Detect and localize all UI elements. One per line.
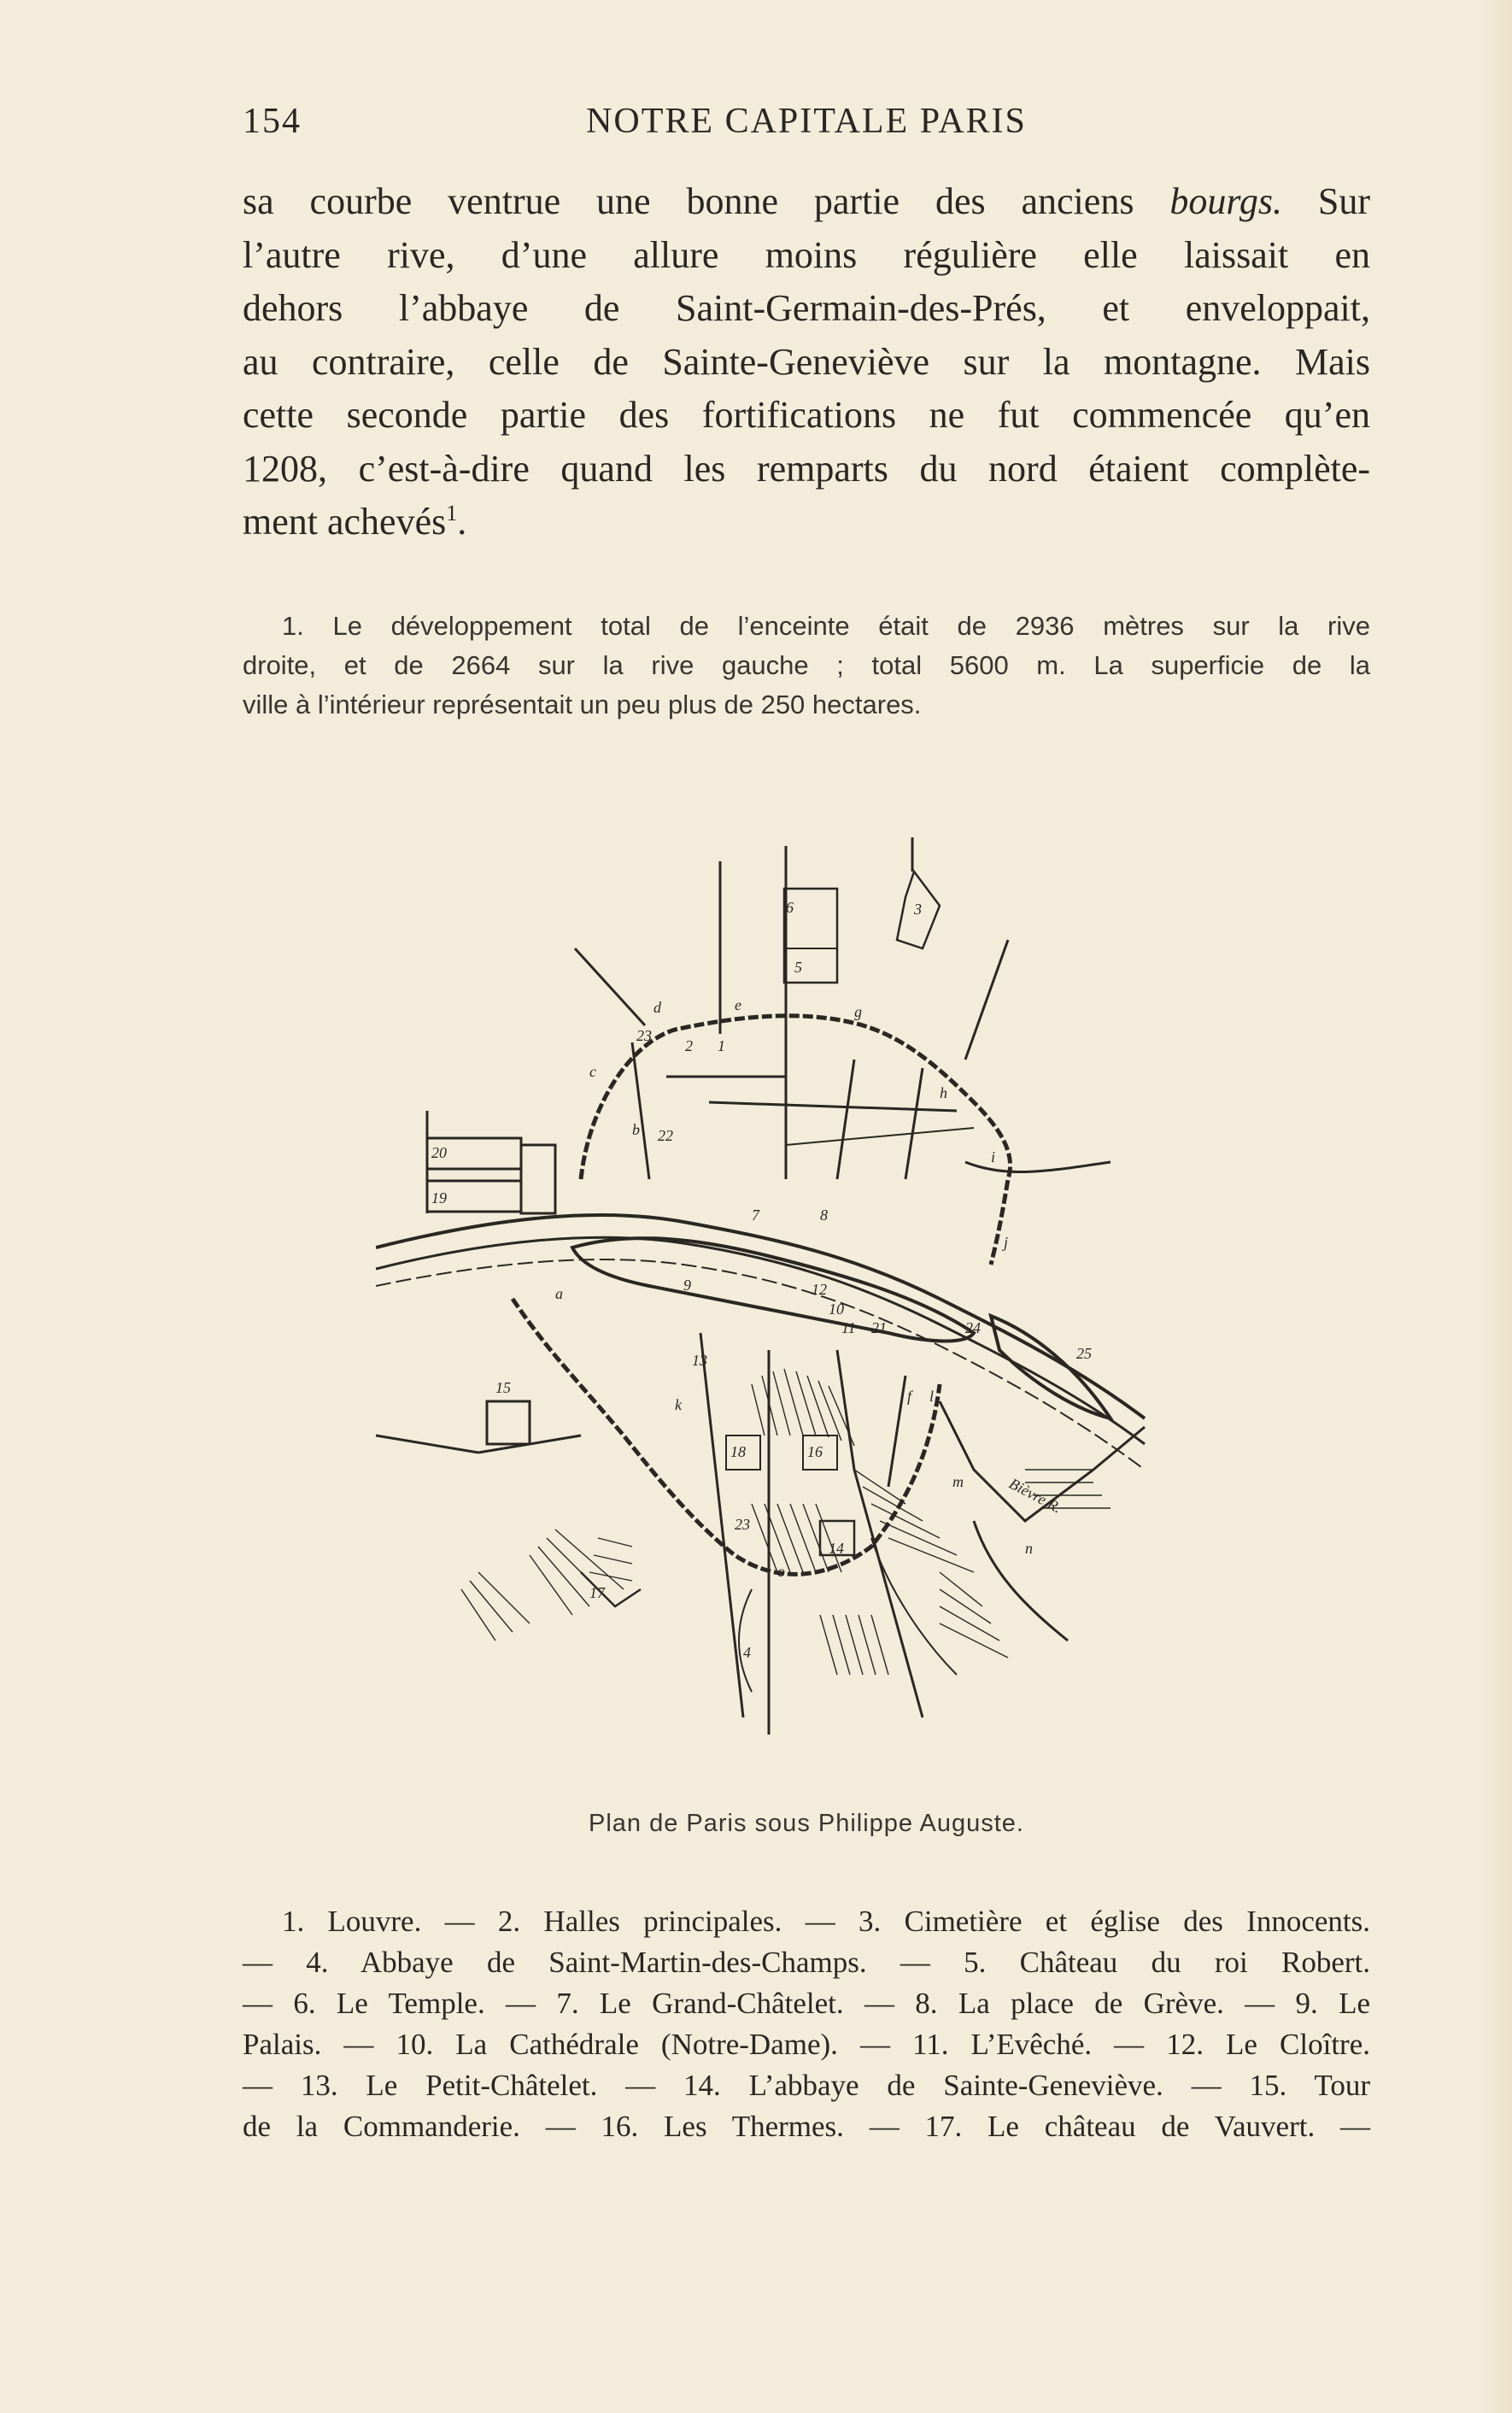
map-label: k xyxy=(675,1396,682,1413)
map-label: n xyxy=(1025,1540,1033,1557)
map-label: b xyxy=(632,1121,640,1138)
map-label: 17 xyxy=(589,1584,605,1601)
body-line: l’autre rive, d’une allure moins régulière elle laissait en xyxy=(243,233,1370,276)
body-line: au contraire, celle de Sainte-Geneviève sur la montagne. Mais xyxy=(243,340,1370,383)
map-label: l xyxy=(929,1388,935,1405)
page-number: 154 xyxy=(243,102,302,141)
map-label: 21 xyxy=(871,1319,887,1336)
body-line: dehors l’abbaye de Saint-Germain-des-Prés, et enveloppait, xyxy=(243,287,1370,329)
saint-germain-abbey xyxy=(487,1401,530,1444)
map-label: c xyxy=(589,1063,596,1080)
map-label: h xyxy=(940,1084,947,1101)
map-label: i xyxy=(991,1148,996,1165)
map-label: 18 xyxy=(730,1443,746,1460)
italic-word: bourgs. xyxy=(1169,180,1282,222)
body-line: cette seconde partie des fortifications ne fut commencée qu’en xyxy=(243,394,1370,436)
legend-line: — 4. Abbaye de Saint-Martin-des-Champs. — 5. Château du roi Robert. xyxy=(243,1946,1370,1979)
footnote-line: droite, et de 2664 sur la rive gauche ; total 5600 m. La superficie de la xyxy=(243,650,1370,680)
map-figure xyxy=(376,820,1196,1777)
map-label: 6 xyxy=(786,899,794,916)
map-label: 9 xyxy=(683,1277,691,1294)
map-label: 25 xyxy=(1076,1345,1092,1362)
map-label: 24 xyxy=(965,1319,981,1336)
map-label: g xyxy=(854,1003,862,1020)
legend-line: — 13. Le Petit-Châtelet. — 14. L’abbaye de Sainte-Geneviève. — 15. Tour xyxy=(243,2069,1370,2102)
map-label: 14 xyxy=(829,1540,844,1557)
map-label: m xyxy=(952,1473,964,1490)
map-label: 15 xyxy=(495,1379,511,1396)
map-label: o xyxy=(777,1563,785,1580)
map-label: 13 xyxy=(692,1352,707,1369)
running-title: NOTRE CAPITALE PARIS xyxy=(586,102,1027,141)
map-label: 4 xyxy=(743,1644,751,1661)
legend-line: Palais. — 10. La Cathédrale (Notre-Dame). — 11. L’Evêché. — 12. Le Cloître. xyxy=(243,2028,1370,2061)
map-label: 16 xyxy=(807,1443,823,1460)
map-label: 1 xyxy=(718,1037,725,1054)
map-label: 8 xyxy=(820,1206,828,1224)
paris-plan-map xyxy=(376,820,1196,1777)
map-label: f xyxy=(907,1388,912,1405)
map-label: 2 xyxy=(685,1037,693,1054)
map-label: a xyxy=(555,1285,563,1302)
figure-legend xyxy=(243,1901,1370,2147)
body-paragraph xyxy=(243,175,1370,549)
road-line xyxy=(965,940,1008,1060)
river-label-bievre: Bièvre R. xyxy=(1006,1474,1065,1517)
body-line: sa courbe ventrue une bonne partie des anciens bourgs. Sur xyxy=(243,180,1370,222)
footnote-line: ville à l’intérieur représentait un peu plus de 250 hectares. xyxy=(243,690,922,719)
map-label: 7 xyxy=(752,1206,759,1224)
map-label: 10 xyxy=(829,1300,844,1318)
legend-line: de la Commanderie. — 16. Les Thermes. — 17. Le château de Vauvert. — xyxy=(243,2110,1370,2143)
road-line xyxy=(575,948,645,1025)
map-label: e xyxy=(735,996,741,1013)
map-label: 12 xyxy=(812,1281,827,1298)
map-label: 5 xyxy=(794,959,802,976)
map-label: 23 xyxy=(636,1027,652,1044)
map-label: 23 xyxy=(735,1516,750,1533)
map-label: 19 xyxy=(431,1189,447,1206)
footnote-line: 1. Le développement total de l’enceinte était de 2936 mètres sur la rive xyxy=(282,611,1370,641)
legend-line: — 6. Le Temple. — 7. Le Grand-Châtelet. — 8. La place de Grève. — 9. Le xyxy=(243,1987,1370,2020)
ile-de-la-cite xyxy=(572,1238,974,1341)
footnote-ref: 1 xyxy=(446,501,458,525)
map-label: 11 xyxy=(841,1319,856,1336)
ile-saint-louis xyxy=(991,1316,1111,1418)
page-edge xyxy=(1478,0,1512,2413)
figure-caption: Plan de Paris sous Philippe Auguste. xyxy=(589,1810,1024,1837)
map-label: 20 xyxy=(431,1144,447,1161)
body-line: ment achevés$^1$. xyxy=(243,501,467,543)
map-label: d xyxy=(653,999,661,1016)
map-label: j xyxy=(1004,1234,1009,1251)
body-line: 1208, c’est-à-dire quand les remparts du nord étaient complète- xyxy=(243,447,1370,490)
footnote xyxy=(243,607,1370,725)
legend-line: 1. Louvre. — 2. Halles principales. — 3. Cimetière et église des Innocents. xyxy=(282,1905,1370,1938)
map-label: 3 xyxy=(914,901,922,918)
map-label: 22 xyxy=(658,1127,673,1144)
